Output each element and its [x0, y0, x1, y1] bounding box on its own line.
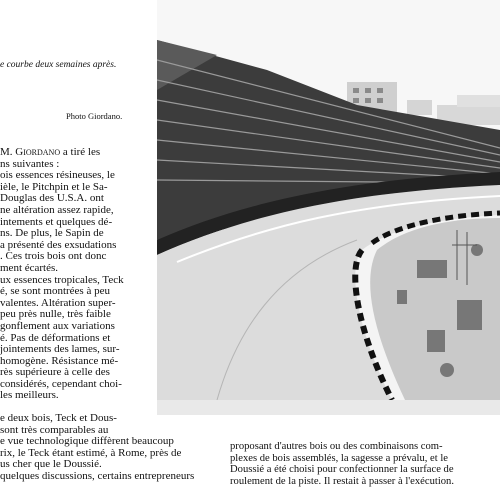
text-line: . Ces trois bois ont donc	[0, 251, 107, 263]
text-line: é, se sont montrées à peu	[0, 286, 110, 298]
text-line: Douglas des U.S.A. ont	[0, 193, 104, 205]
text-line: sont très comparables au	[0, 423, 109, 436]
text-line: ièle, le Pitchpin et le Sa-	[0, 181, 108, 193]
text-line: e vue technologique diffèrent beaucoup	[0, 435, 174, 448]
text-line: é. Pas de déformations et	[0, 332, 111, 344]
text-line: ois essences résineuses, le	[0, 170, 115, 182]
bottom-left-text	[0, 413, 220, 483]
text-line: peu près nulle, très faible	[0, 309, 111, 321]
text-line: quelques discussions, certains entrepreneurs	[0, 469, 195, 482]
text-line: rès supérieure à celle des	[0, 367, 110, 379]
text-line: plexes de bois assemblés, la sagesse a prévalu, et le	[230, 452, 448, 464]
photo-credit: Photo Giordano.	[66, 111, 123, 121]
author-name: M. Giordano	[0, 147, 61, 158]
text-line: e deux bois, Teck et Dous-	[0, 412, 117, 424]
paragraph-first-line: M. Giordano a tiré les	[0, 147, 101, 158]
text-line: gonflement aux variations	[0, 320, 115, 332]
text-line: Doussié a été choisi pour confectionner la surface de	[230, 464, 454, 476]
text-line: jointements des lames, sur-	[0, 344, 120, 356]
text-line: us cher que le Doussié.	[0, 458, 102, 471]
text-line: ux essences tropicales, Teck	[0, 274, 124, 286]
velodrome-photo-drawing	[157, 0, 500, 415]
velodrome-photo	[157, 0, 500, 415]
text-line: rix, le Teck étant estimé, à Rome, près de	[0, 446, 182, 459]
text-line: roulement de la piste. Il restait à passer à l'exécution.	[230, 475, 454, 487]
photo-caption: e courbe deux semaines après.	[0, 60, 117, 70]
bottom-right-text	[230, 441, 500, 487]
text-line: a présenté des exsudations	[0, 239, 117, 251]
text-line: considérés, cependant choi-	[0, 378, 122, 390]
text-line: ne altération assez rapide,	[0, 204, 114, 216]
text-line: ns suivantes :	[0, 158, 60, 170]
text-line: ns. De plus, le Sapin de	[0, 228, 104, 240]
text-line: valentes. Altération super-	[0, 297, 116, 309]
text-line: ment écartés.	[0, 262, 59, 274]
text-line: homogène. Résistance mé-	[0, 355, 119, 367]
text-line: les meilleurs.	[0, 390, 59, 402]
text-line: intements et quelques dé-	[0, 216, 113, 228]
left-column-text	[0, 147, 157, 402]
text-line: proposant d'autres bois ou des combinaisons com-	[230, 441, 443, 452]
